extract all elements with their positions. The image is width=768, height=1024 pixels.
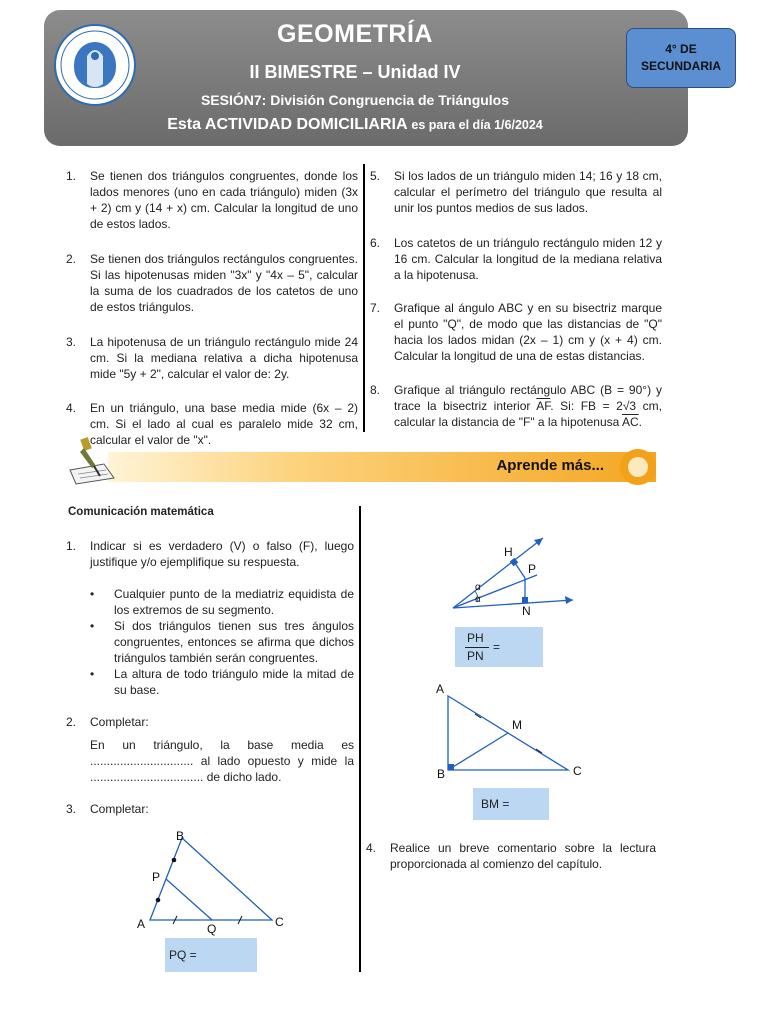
question-2-title: Completar:	[90, 715, 149, 729]
aprende-mas-banner	[66, 436, 660, 490]
problem-item: 8. Grafique al triángulo rectángulo ABC (B = 90°) y trace la bisectriz interior $\overline{AF}$. Si: FB = 2√3 cm, calcular la distancia de "F" a la hipotenusa $\overline{AC}$.	[370, 383, 662, 429]
bimestre-subtitle: II BIMESTRE – Unidad IV	[249, 62, 461, 82]
bullet-item: • Si dos triángulos tienen sus tres ángulos congruentes, entonces se afirma que dichos triángulos también serán congruentes.	[90, 619, 354, 665]
question-3: 3. Completar:	[66, 801, 354, 817]
bullet-item: • Cualquier punto de la mediatriz equidista de los extremos de su segmento.	[90, 587, 354, 617]
question-4-text: Realice un breve comentario sobre la lectura proporcionada al comienzo del capítulo.	[390, 841, 656, 871]
alpha-label-top: α	[475, 582, 481, 593]
problem-text: Si los lados de un triángulo miden 14; 16 y 18 cm, calcular el perímetro del triángulo que resulta al unir los puntos medios de sus lados.	[394, 169, 662, 215]
point-q-label: Q	[207, 922, 217, 936]
question-4: 4. Realice un breve comentario sobre la lectura proporcionada al comienzo del capítulo.	[366, 841, 656, 871]
vertex-c-label: C	[573, 764, 582, 778]
aprende-mas-label: Aprende más...	[496, 457, 604, 474]
problem-text: En un triángulo, una base media mide (6x – 2) cm. Si el lado al cual es paralelo mide 32 cm, calcular el valor de "x".	[90, 401, 358, 447]
column-divider	[359, 506, 361, 972]
alpha-label-bottom: α	[475, 594, 481, 605]
problem-text: Grafique al triángulo rectángulo ABC (B = 90°) y trace la bisectriz interior $\overline{AF}$. Si: FB = 2√3 cm, calcular la distancia de "F" a la hipotenusa $\overline{AC}$.	[394, 383, 662, 429]
activity-suffix: es para el día 1/6/2024	[411, 118, 543, 132]
column-divider	[363, 164, 365, 432]
segment-ac: $\overline{AC}$	[622, 415, 639, 429]
writing-hand-icon	[66, 436, 118, 490]
decorative-circle-icon	[620, 449, 656, 485]
problem-item: 1. Se tienen dos triángulos congruentes, donde los lados menores (uno en cada triángulo) miden (3x + 2) cm y (14 + x) cm. Calcular la longitud de uno de estos lados.	[66, 169, 358, 231]
point-p-label: P	[528, 562, 537, 576]
problem-text: Los catetos de un triángulo rectángulo miden 12 y 16 cm. Calcular la longitud de la mediana relativa a la hipotenusa.	[394, 236, 662, 282]
problem-text: Se tienen dos triángulos congruentes, donde los lados menores (uno en cada triángulo) miden (3x + 2) cm y (14 + x) cm. Calcular la longitud de uno de estos lados.	[90, 169, 358, 231]
point-p-label: P	[152, 870, 161, 884]
page-title: GEOMETRÍA	[277, 20, 433, 48]
fraction-numerator: PH	[467, 631, 484, 645]
session-title: SESIÓN7: División Congruencia de Triángulos	[200, 92, 510, 108]
grade-line-2: SECUNDARIA	[640, 59, 721, 73]
figure-angle-bisector	[445, 530, 585, 620]
problem-item: 4. En un triángulo, una base media mide (6x – 2) cm. Si el lado al cual es paralelo mide 32 cm, calcular el valor de "x".	[66, 401, 358, 447]
problem-item: 2. Se tienen dos triángulos rectángulos congruentes. Si las hipotenusas miden "3x" y "4x – 5", calcular la suma de los cuadrados de los catetos de uno de estos triángulos.	[66, 252, 358, 314]
point-m-label: M	[512, 718, 522, 732]
fraction-denominator: PN	[467, 649, 484, 663]
problem-item: 6. Los catetos de un triángulo rectángulo miden 12 y 16 cm. Calcular la longitud de la mediana relativa a la hipotenusa.	[370, 236, 662, 282]
problem-item: 5. Si los lados de un triángulo miden 14; 16 y 18 cm, calcular el perímetro del triángulo que resulta al unir los puntos medios de sus lados.	[370, 169, 662, 215]
problem-text: Se tienen dos triángulos rectángulos congruentes. Si las hipotenusas miden "3x" y "4x – 5", calcular la suma de los cuadrados de los catetos de uno de estos triángulos.	[90, 252, 358, 314]
problem-item: 3. La hipotenusa de un triángulo rectángulo mide 24 cm. Si la mediana relativa a dicha hipotenusa mide "5y + 2", calcular el valor de: 2y.	[66, 335, 358, 381]
segment-af: $\overline{AF}$	[536, 399, 551, 413]
answer-pq-label: PQ =	[169, 948, 197, 962]
bullet-item: • La altura de todo triángulo mide la mitad de su base.	[90, 667, 354, 697]
answer-box-pq[interactable]	[165, 938, 257, 972]
answer-box-ph-pn[interactable]	[455, 627, 543, 667]
question-1-text: Indicar si es verdadero (V) o falso (F), luego justifique y/o ejemplifique su respuesta.	[90, 539, 354, 569]
fraction-equals: =	[493, 640, 501, 654]
point-h-label: H	[504, 545, 513, 559]
activity-due-line	[50, 116, 660, 134]
problem-item: 7. Grafique al ángulo ABC y en su bisectriz marque el punto "Q", de modo que las distancias de "Q" hacia los lados midan (2x – 1) cm y (x + 4) cm. Calcular la longitud de una de estas distancias.	[370, 301, 662, 363]
vertex-c-label: C	[275, 915, 284, 929]
grade-line-1: 4° DE	[665, 42, 697, 56]
answer-bm-label: BM =	[481, 797, 510, 811]
question-1: 1. Indicar si es verdadero (V) o falso (F), luego justifique y/o ejemplifique su respuesta.	[66, 539, 354, 569]
activity-prefix: Esta ACTIVIDAD DOMICILIARIA	[167, 116, 407, 133]
vertex-b-label: B	[176, 829, 185, 843]
answer-box-bm[interactable]	[473, 788, 549, 820]
vertex-a-label: A	[436, 682, 445, 696]
section-title: Comunicación matemática	[68, 506, 214, 518]
grade-badge	[626, 28, 736, 88]
problem-text: Grafique al ángulo ABC y en su bisectriz marque el punto "Q", de modo que las distancias de "Q" hacia los lados midan (2x – 1) cm y (x + 4) cm. Calcular la longitud de una de estas distancias.	[394, 301, 662, 363]
vertex-a-label: A	[137, 917, 146, 931]
question-2-text: En un triángulo, la base media es ............................... al lado opuesto y mide la .................................. de dicho lado.	[90, 738, 354, 784]
problem-text: La hipotenusa de un triángulo rectángulo mide 24 cm. Si la mediana relativa a dicha hipotenusa mide "5y + 2", calcular el valor de: 2y.	[90, 335, 358, 381]
point-n-label: N	[522, 604, 531, 618]
question-2: 2. Completar:	[66, 714, 354, 730]
figure-right-triangle-median	[440, 690, 580, 780]
question-3-title: Completar:	[90, 802, 149, 816]
vertex-b-label: B	[437, 767, 446, 781]
